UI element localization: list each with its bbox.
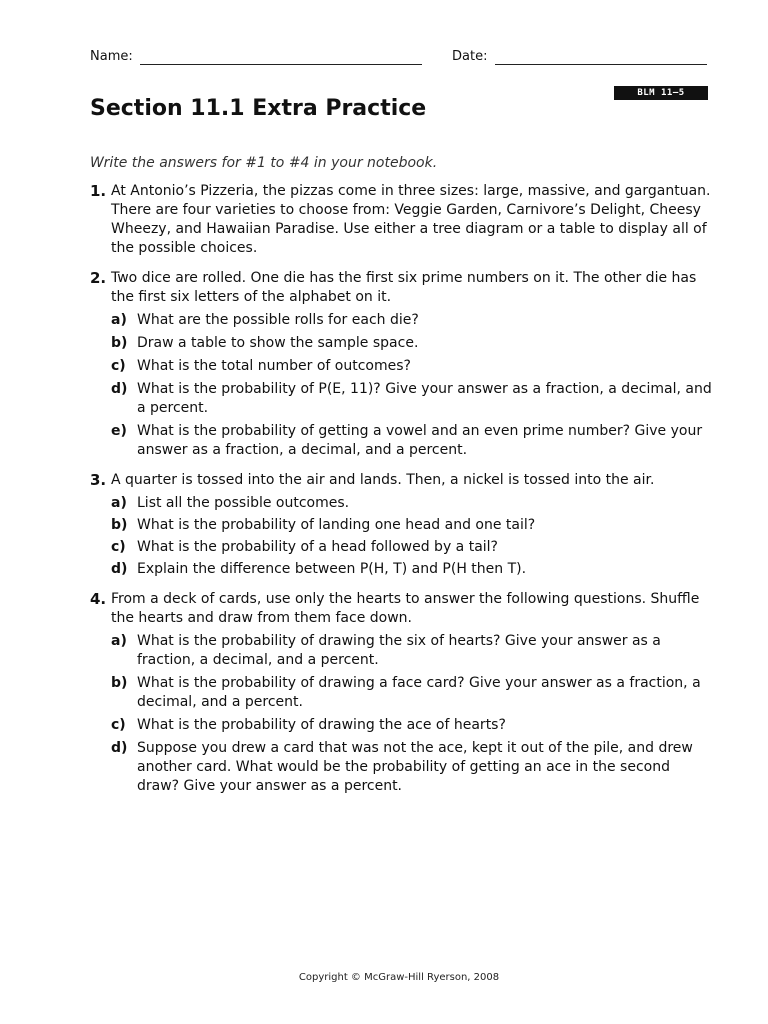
question-part (111, 334, 715, 353)
part-label: e) (111, 423, 127, 439)
blm-badge: BLM 11–5 (614, 86, 708, 100)
part-label: c) (111, 717, 126, 733)
part-label: b) (111, 675, 128, 691)
question-part (111, 357, 715, 376)
question-text: At Antonio’s Pizzeria, the pizzas come in three sizes: large, massive, and gargantuan. There are four varieties to choose from: Veggie Garden, Carnivore’s Delight, Cheesy Wheezy, and Hawaiian Paradise. Use either a tree diagram or a table to display all of the possible choices. (111, 183, 711, 256)
question-part (111, 380, 715, 418)
question-part (111, 516, 715, 535)
question-part (111, 422, 715, 460)
question-parts (111, 494, 715, 579)
part-text: What is the probability of landing one head and one tail? (137, 517, 536, 533)
part-label: a) (111, 495, 127, 511)
header (90, 49, 708, 69)
name-label: Name: (90, 49, 133, 64)
question-part (111, 739, 715, 796)
part-label: d) (111, 740, 128, 756)
part-text: What is the total number of outcomes? (137, 358, 411, 374)
part-text: What is the probability of drawing a face card? Give your answer as a fraction, a decimal, and a percent. (137, 675, 701, 710)
part-text: What is the probability of getting a vowel and an even prime number? Give your answer as a fraction, a decimal, and a percent. (137, 423, 703, 458)
question-number: 4. (90, 590, 107, 608)
part-label: a) (111, 312, 127, 328)
part-label: c) (111, 539, 126, 555)
part-text: What is the probability of P(E, 11)? Give your answer as a fraction, a decimal, and a percent. (137, 381, 712, 416)
part-label: c) (111, 358, 126, 374)
part-text: What is the probability of drawing the ace of hearts? (137, 717, 506, 733)
question-part (111, 560, 715, 579)
question-part (111, 632, 715, 670)
page-title: Section 11.1 Extra Practice (90, 96, 427, 121)
part-text: What is the probability of drawing the six of hearts? Give your answer as a fraction, a decimal, and a percent. (137, 633, 661, 668)
question-part (111, 716, 715, 735)
question-parts (111, 311, 715, 460)
question-part (111, 311, 715, 330)
question-number: 1. (90, 182, 107, 200)
part-text: What is the probability of a head followed by a tail? (137, 539, 498, 555)
part-text: Suppose you drew a card that was not the ace, kept it out of the pile, and drew another card. What would be the probability of getting an ace in the second draw? Give your answer as a percent. (137, 740, 693, 794)
date-blank-line (495, 64, 707, 65)
question-2 (90, 269, 715, 460)
question-part (111, 538, 715, 557)
question-1 (90, 182, 715, 258)
part-label: a) (111, 633, 127, 649)
part-label: b) (111, 335, 128, 351)
question-4 (90, 590, 715, 796)
part-label: d) (111, 381, 128, 397)
part-label: b) (111, 517, 128, 533)
part-text: What are the possible rolls for each die? (137, 312, 419, 328)
question-list (90, 182, 715, 807)
question-part (111, 674, 715, 712)
part-text: Draw a table to show the sample space. (137, 335, 419, 351)
question-number: 2. (90, 269, 107, 287)
part-label: d) (111, 561, 128, 577)
instructions: Write the answers for #1 to #4 in your notebook. (90, 155, 438, 171)
part-text: Explain the difference between P(H, T) and P(H then T). (137, 561, 527, 577)
question-number: 3. (90, 471, 107, 489)
question-3 (90, 471, 715, 579)
date-label: Date: (452, 49, 488, 64)
question-text: A quarter is tossed into the air and lands. Then, a nickel is tossed into the air. (111, 472, 655, 488)
name-blank-line (140, 64, 422, 65)
question-text: From a deck of cards, use only the hearts to answer the following questions. Shuffle the hearts and draw from them face down. (111, 591, 700, 626)
question-parts (111, 632, 715, 796)
question-text: Two dice are rolled. One die has the first six prime numbers on it. The other die has the first six letters of the alphabet on it. (111, 270, 697, 305)
part-text: List all the possible outcomes. (137, 495, 350, 511)
copyright-footer: Copyright © McGraw-Hill Ryerson, 2008 (298, 972, 500, 983)
question-part (111, 494, 715, 513)
